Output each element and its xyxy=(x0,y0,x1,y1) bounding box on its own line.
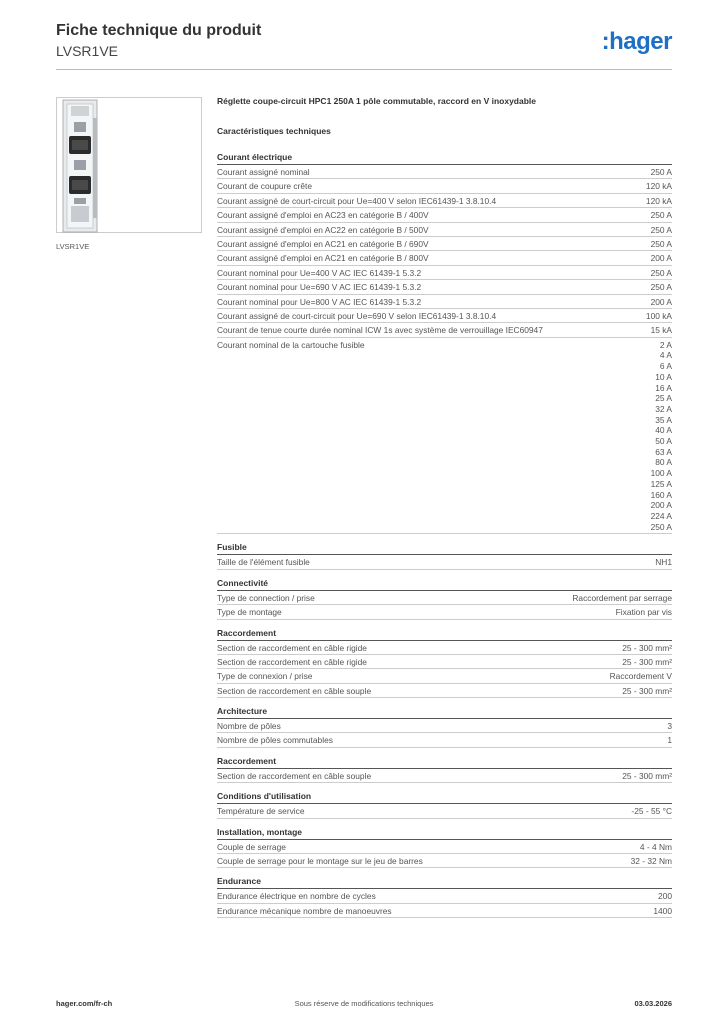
spec-value: -25 - 55 °C xyxy=(631,806,672,817)
spec-label: Nombre de pôles xyxy=(217,721,281,732)
spec-row xyxy=(217,904,672,918)
spec-label: Courant assigné d'emploi en AC21 en catégorie B / 800V xyxy=(217,253,429,264)
spec-row xyxy=(217,323,672,337)
spec-value: 200 A xyxy=(650,253,672,264)
spec-value: 1400 xyxy=(653,905,672,916)
spec-value: 25 - 300 mm² xyxy=(622,656,672,667)
spec-row xyxy=(217,223,672,237)
spec-row xyxy=(217,840,672,854)
spec-row xyxy=(217,266,672,280)
spec-value: 1 xyxy=(667,735,672,746)
spec-value: 200 xyxy=(658,891,672,902)
spec-value: 200 A xyxy=(650,296,672,307)
spec-section xyxy=(217,706,672,748)
spec-value: 100 kA xyxy=(645,310,672,321)
hager-logo[interactable] xyxy=(602,28,672,56)
spec-section xyxy=(217,791,672,818)
spec-value: 250 A xyxy=(650,210,672,221)
spec-value: 250 A xyxy=(650,267,672,278)
spec-row xyxy=(217,641,672,655)
spec-value-item: 16 A xyxy=(655,382,672,393)
spec-section xyxy=(217,152,672,534)
spec-value-item: 25 A xyxy=(655,393,672,404)
spec-row xyxy=(217,669,672,683)
logo-prefix: : xyxy=(601,28,610,55)
spec-label: Section de raccordement en câble rigide xyxy=(217,656,367,667)
spec-value-item: 80 A xyxy=(655,457,672,468)
spec-value: 15 kA xyxy=(650,325,672,336)
spec-value: 25 - 300 mm² xyxy=(622,685,672,696)
spec-value: 250 A xyxy=(650,238,672,249)
spec-row xyxy=(217,591,672,605)
section-title: Installation, montage xyxy=(217,827,672,840)
fuse-switch-illustration xyxy=(57,98,203,234)
section-title: Courant électrique xyxy=(217,152,672,165)
section-title: Connectivité xyxy=(217,578,672,591)
spec-value-item: 160 A xyxy=(650,489,672,500)
spec-label: Courant de tenue courte durée nominal ICW 1s avec système de verrouillage IEC60947 xyxy=(217,325,543,336)
spec-row xyxy=(217,194,672,208)
page-header xyxy=(56,22,672,70)
spec-value: Raccordement V xyxy=(609,671,672,682)
spec-row xyxy=(217,889,672,903)
spec-row xyxy=(217,605,672,619)
spec-label: Taille de l'élément fusible xyxy=(217,557,310,568)
spec-section xyxy=(217,827,672,869)
footer-date: 03.03.2026 xyxy=(634,999,672,1008)
spec-row xyxy=(217,208,672,222)
spec-value-item: 63 A xyxy=(655,446,672,457)
spec-label: Température de service xyxy=(217,806,305,817)
spec-value: 32 - 32 Nm xyxy=(630,856,672,867)
spec-value: 250 A xyxy=(650,282,672,293)
spec-label: Courant assigné nominal xyxy=(217,167,310,177)
spec-row xyxy=(217,251,672,265)
spec-row xyxy=(217,338,672,535)
spec-value: 25 - 300 mm² xyxy=(622,642,672,653)
spec-value-item: 224 A xyxy=(650,510,672,521)
spec-label: Courant assigné de court-circuit pour Ue=400 V selon IEC61439-1 3.8.10.4 xyxy=(217,195,497,206)
spec-section xyxy=(217,756,672,783)
spec-section xyxy=(217,578,672,620)
spec-value-item: 200 A xyxy=(650,500,672,511)
spec-row xyxy=(217,804,672,818)
product-image xyxy=(56,97,202,233)
spec-value: Fixation par vis xyxy=(615,607,672,618)
spec-label: Courant assigné de court-circuit pour Ue=690 V selon IEC61439-1 3.8.10.4 xyxy=(217,310,497,321)
spec-label: Section de raccordement en câble souple xyxy=(217,770,372,781)
spec-value-item: 2 A xyxy=(659,339,672,350)
spec-row xyxy=(217,280,672,294)
spec-value: 120 kA xyxy=(645,181,672,192)
spec-value-item: 10 A xyxy=(655,371,672,382)
spec-value-item: 35 A xyxy=(655,414,672,425)
spec-section xyxy=(217,628,672,699)
section-title: Raccordement xyxy=(217,756,672,769)
spec-value-item: 250 A xyxy=(650,521,672,532)
spec-section xyxy=(217,542,672,569)
spec-value-item: 40 A xyxy=(655,425,672,436)
spec-label: Nombre de pôles commutables xyxy=(217,735,333,746)
section-title: Raccordement xyxy=(217,628,672,641)
spec-label: Type de connection / prise xyxy=(217,592,315,603)
spec-content xyxy=(217,96,672,926)
spec-sections xyxy=(217,152,672,918)
spec-label: Courant assigné d'emploi en AC23 en catégorie B / 400V xyxy=(217,210,429,221)
spec-label: Courant assigné d'emploi en AC22 en catégorie B / 500V xyxy=(217,224,429,235)
logo-text: hager xyxy=(609,28,672,55)
spec-label: Courant nominal de la cartouche fusible xyxy=(217,339,365,350)
spec-section xyxy=(217,876,672,918)
spec-label: Type de montage xyxy=(217,607,282,618)
spec-row xyxy=(217,295,672,309)
footer-note: Sous réserve de modifications techniques xyxy=(294,999,434,1008)
spec-label: Couple de serrage xyxy=(217,841,286,852)
spec-label: Endurance mécanique nombre de manoeuvres xyxy=(217,905,392,916)
spec-label: Section de raccordement en câble souple xyxy=(217,685,372,696)
spec-label: Courant de coupure crête xyxy=(217,181,312,192)
image-caption: LVSR1VE xyxy=(56,242,90,251)
spec-value: 120 kA xyxy=(645,195,672,206)
section-title: Architecture xyxy=(217,706,672,719)
spec-value-item: 50 A xyxy=(655,436,672,447)
spec-row xyxy=(217,555,672,569)
section-title: Conditions d'utilisation xyxy=(217,791,672,804)
spec-value-list xyxy=(651,340,672,533)
spec-value: 250 A xyxy=(650,167,672,177)
section-title: Fusible xyxy=(217,542,672,555)
spec-row xyxy=(217,655,672,669)
spec-row xyxy=(217,719,672,733)
spec-label: Section de raccordement en câble rigide xyxy=(217,642,367,653)
header-divider xyxy=(56,69,672,70)
spec-row xyxy=(217,165,672,179)
spec-label: Courant assigné d'emploi en AC21 en catégorie B / 690V xyxy=(217,238,429,249)
spec-value: Raccordement par serrage xyxy=(572,592,672,603)
spec-label: Couple de serrage pour le montage sur le jeu de barres xyxy=(217,856,423,867)
spec-label: Courant nominal pour Ue=400 V AC IEC 61439-1 5.3.2 xyxy=(217,267,422,278)
spec-value-item: 32 A xyxy=(655,403,672,414)
spec-row xyxy=(217,854,672,868)
spec-value-item: 100 A xyxy=(650,468,672,479)
spec-value: 3 xyxy=(667,721,672,732)
product-description: Réglette coupe-circuit HPC1 250A 1 pôle commutable, raccord en V inoxydable xyxy=(217,96,536,106)
spec-label: Courant nominal pour Ue=800 V AC IEC 61439-1 5.3.2 xyxy=(217,296,422,307)
spec-value-item: 4 A xyxy=(659,350,672,361)
product-reference: LVSR1VE xyxy=(56,43,118,59)
footer-website[interactable]: hager.com/fr-ch xyxy=(56,999,113,1008)
spec-row xyxy=(217,684,672,698)
spec-row xyxy=(217,309,672,323)
spec-label: Type de connexion / prise xyxy=(217,671,313,682)
spec-label: Endurance électrique en nombre de cycles xyxy=(217,891,376,902)
spec-row xyxy=(217,179,672,193)
spec-value-item: 125 A xyxy=(650,478,672,489)
spec-row xyxy=(217,769,672,783)
spec-label: Courant nominal pour Ue=690 V AC IEC 61439-1 5.3.2 xyxy=(217,282,422,293)
spec-value: 250 A xyxy=(650,224,672,235)
spec-value: 4 - 4 Nm xyxy=(639,841,672,852)
technical-characteristics-title: Caractéristiques techniques xyxy=(217,126,331,136)
spec-row xyxy=(217,237,672,251)
spec-value: NH1 xyxy=(655,557,672,568)
section-title: Endurance xyxy=(217,876,672,889)
spec-value: 25 - 300 mm² xyxy=(622,770,672,781)
spec-row xyxy=(217,733,672,747)
spec-value-item: 6 A xyxy=(659,361,672,372)
document-title: Fiche technique du produit xyxy=(56,22,262,39)
